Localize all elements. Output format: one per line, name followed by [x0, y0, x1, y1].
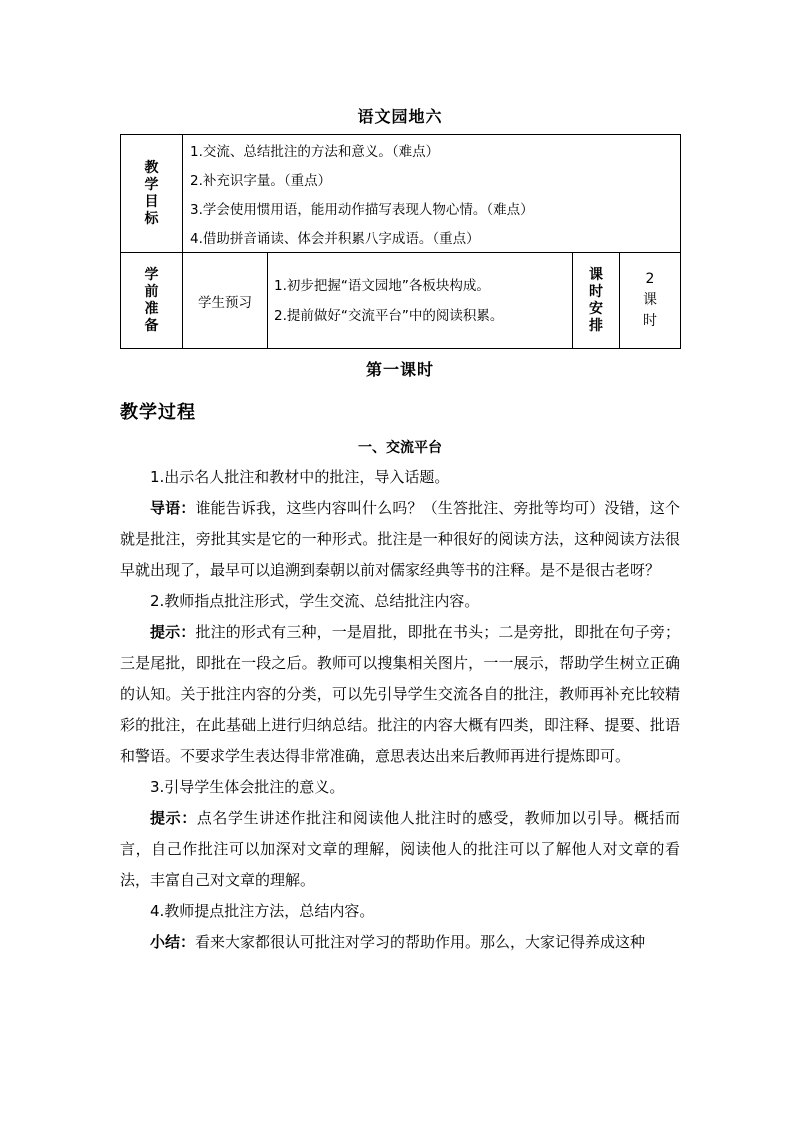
- goals-header: 教 学 目 标: [121, 135, 183, 253]
- paragraph-text: 批注的形式有三种，一是眉批，即批在书头；二是旁批，即批在句子旁；三是尾批，即批在一段之后。教师可以搜集相关图片，一一展示，帮助学生树立正确的认知。关于批注内容的分类，可以先引导学生交流各自的批注，教师再补充比较精彩的批注，在此基础上进行归纳总结。批注的内容大概有四类，即注释、提要、批语和警语。不要求学生表达得非常准确，意思表达出来后教师再进行提炼即可。: [120, 623, 680, 765]
- body-text: [120, 462, 680, 958]
- goal-item: 3.学会使用惯用语，能用动作描写表现人物心情。（难点）: [190, 202, 534, 218]
- paragraph: [120, 927, 680, 958]
- section-heading: 一、交流平台: [358, 440, 442, 456]
- hours-value: 2 课 时: [620, 253, 681, 349]
- document-title: 语文园地六: [357, 107, 443, 126]
- paragraph: [120, 772, 680, 803]
- goals-row: [121, 135, 681, 253]
- paragraph-lead: 提示：: [150, 623, 196, 641]
- paragraph: [120, 896, 680, 927]
- goal-item: 1.交流、总结批注的方法和意义。（难点）: [190, 144, 440, 160]
- paragraph-text: 看来大家都很认可批注对学习的帮助作用。那么，大家记得养成这种: [195, 933, 646, 951]
- prep-row: [121, 253, 681, 349]
- paragraph: [120, 803, 680, 896]
- lesson-plan-table: [120, 134, 681, 349]
- paragraph-lead: 提示：: [150, 809, 197, 827]
- prep-type: 学生预习: [183, 253, 268, 349]
- prep-items: [268, 253, 573, 349]
- paragraph-text: 1.出示名人批注和教材中的批注，导入话题。: [150, 468, 450, 486]
- lesson-title: 第一课时: [365, 360, 434, 379]
- paragraph-lead: 导语：: [150, 499, 196, 517]
- paragraph-text: 3.引导学生体会批注的意义。: [150, 778, 345, 796]
- prep-item: 1.初步把握“语文园地”各板块构成。: [274, 277, 490, 294]
- goal-item: 2.补充识字量。（重点）: [190, 173, 332, 189]
- prep-item: 2.提前做好“交流平台”中的阅读积累。: [274, 307, 504, 324]
- paragraph-text: 谁能告诉我，这些内容叫什么吗？（生答批注、旁批等均可）没错，这个就是批注，旁批其实是它的一种形式。批注是一种很好的阅读方法，这种阅读方法很早就出现了，最早可以追溯到秦朝以前对儒家经典等书的注释。是不是很古老呀？: [120, 499, 680, 579]
- paragraph-lead: 小结：: [150, 933, 196, 951]
- goals-list: [183, 135, 681, 253]
- paragraph: [120, 493, 680, 586]
- hours-header: 课 时 安 排: [573, 253, 620, 349]
- prep-header: 学 前 准 备: [121, 253, 183, 349]
- paragraph-text: 4.教师提点批注方法，总结内容。: [150, 902, 375, 920]
- paragraph-text: 点名学生讲述作批注和阅读他人批注时的感受，教师加以引导。概括而言，自己作批注可以加深对文章的理解，阅读他人的批注可以了解他人对文章的看法，丰富自己对文章的理解。: [120, 809, 680, 889]
- paragraph: [120, 617, 680, 772]
- paragraph: [120, 462, 680, 493]
- goal-item: 4.借助拼音诵读、体会并积累八字成语。（重点）: [190, 231, 480, 247]
- paragraph: [120, 586, 680, 617]
- paragraph-text: 2.教师指点批注形式，学生交流、总结批注内容。: [150, 592, 480, 610]
- process-heading: 教学过程: [120, 402, 196, 423]
